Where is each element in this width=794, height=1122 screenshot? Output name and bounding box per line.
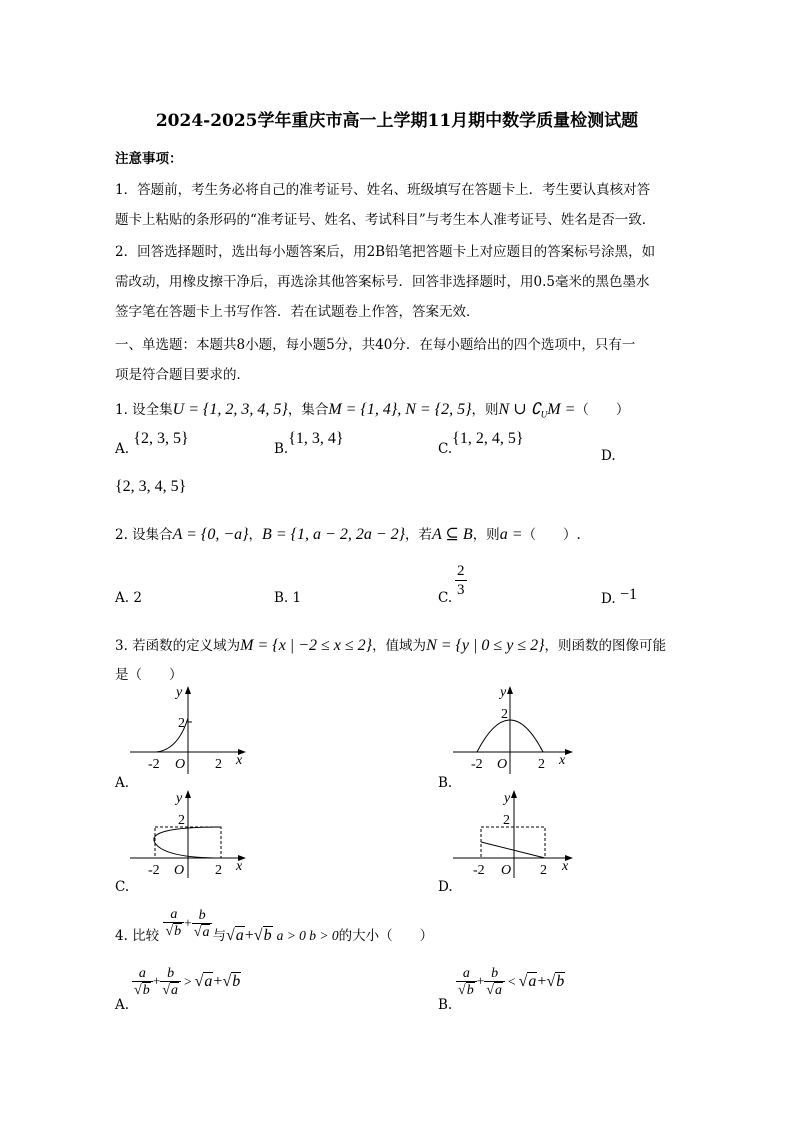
q3-a-tick-neg2: -2	[148, 757, 160, 772]
q1-option-b[interactable]	[274, 430, 344, 458]
q4-a-frac2-den: a	[171, 983, 178, 998]
q2-set-b: B = {1, a − 2, 2a − 2}	[262, 526, 406, 543]
q2-then: ，则	[472, 527, 500, 543]
q2-set-a: A = {0, −a}	[172, 526, 249, 543]
q3-a-x-label: x	[236, 753, 243, 768]
q1-option-a-value: {2, 3, 5}	[133, 430, 189, 447]
q4-b-frac1-den: b	[466, 983, 474, 998]
q3-a-y-tick: 2	[178, 716, 185, 731]
q3-domain: M = {x | −2 ≤ x ≤ 2}	[240, 637, 373, 654]
q3-c-x-label: x	[236, 859, 243, 874]
q1-then: ，则	[471, 402, 499, 418]
q4-frac1-den: b	[174, 924, 182, 939]
q2-paren: （ ）.	[522, 527, 581, 543]
q3-d-y-tick: 2	[503, 813, 510, 828]
q3-d-tick-neg2: -2	[473, 863, 485, 878]
q3-option-c-label[interactable]: C.	[115, 879, 130, 895]
q1-option-b-label: B.	[274, 441, 289, 457]
q4-a-plus2: +	[213, 972, 223, 990]
notice-heading: 注意事项：	[115, 151, 183, 167]
q3-graph-c[interactable]	[130, 788, 250, 880]
q2-option-b-value: 1	[292, 590, 302, 606]
q2-option-d-label: D.	[601, 591, 616, 607]
q3-option-a-label[interactable]: A.	[115, 775, 130, 791]
question-4: 4. 比较 $\frac{a}{√b}$ + $\frac{b}{√a}$ 与√a+√b a > 0 b > 0的大小（ ）	[115, 907, 434, 944]
q3-c-tick-neg2: -2	[148, 863, 160, 878]
q1-sets: M = {1, 4}, N = {2, 5}	[328, 401, 472, 418]
q1-option-c-value: {1, 2, 4, 5}	[452, 430, 524, 447]
q4-plus1: +	[184, 915, 192, 931]
q1-subscript: U	[540, 409, 548, 420]
q1-paren: （ ）	[575, 402, 630, 418]
q1-option-a[interactable]	[115, 430, 189, 458]
q4-b-sqrt-a: a	[528, 972, 537, 990]
q4-option-b: $\frac{a}{√b}$ + $\frac{b}{√a}$ < √a+√b	[458, 966, 565, 998]
q3-d-tick-2: 2	[540, 863, 547, 878]
notice-item2-line2: 需改动，用橡皮擦干净后，再选涂其他答案标号．回答非选择题时，用0.5毫米的黑色墨水	[115, 274, 650, 290]
q4-a-frac1-den: b	[142, 983, 150, 998]
q1-prefix: 1. 设全集	[115, 402, 173, 418]
q4-sqrt-a: a	[235, 926, 244, 944]
q3-c-origin: O	[174, 863, 185, 878]
page-title: 2024-2025学年重庆市高一上学期11月期中数学质量检测试题	[155, 111, 639, 131]
notice-item1-line1: 1．答题前，考生务必将自己的准考证号、姓名、班级填写在答题卡上．考生要认真核对答	[115, 182, 651, 198]
q3-graph-a[interactable]	[130, 684, 250, 776]
question-1	[115, 398, 629, 420]
q1-option-a-label: A.	[115, 441, 130, 457]
q4-plus2: +	[244, 926, 254, 944]
q2-option-b[interactable]	[274, 590, 301, 606]
q4-a-sqrt-b: b	[232, 972, 241, 990]
q2-comma: ，	[248, 527, 263, 543]
q4-a-sqrt-a: a	[204, 972, 213, 990]
q3-d-x-label: x	[562, 859, 569, 874]
q3-mid: ，值域为	[372, 638, 427, 654]
q2-option-c-denominator: 3	[457, 582, 465, 598]
q2-option-d-value: −1	[619, 586, 637, 603]
q3-a-y-label: y	[176, 685, 183, 700]
q2-if: ，若	[405, 527, 433, 543]
q3-b-y-label: y	[500, 685, 507, 700]
q4-a-plus1: +	[152, 973, 161, 989]
q3-c-tick-2: 2	[215, 863, 222, 878]
q4-with: 与	[212, 927, 226, 944]
q2-option-b-label: B.	[274, 590, 289, 606]
q4-prefix: 4. 比较	[115, 927, 160, 944]
notice-item1-line2: 题卡上粘贴的条形码的“准考证号、姓名、考试科目”与考生本人准考证号、姓名是否一致．	[115, 212, 656, 228]
q4-b-frac2-num: b	[484, 966, 505, 982]
q3-a-tick-2: 2	[215, 757, 222, 772]
q2-condition: A ⊆ B	[432, 526, 473, 543]
section1-line2: 项是符合题目要求的．	[115, 367, 250, 383]
q4-a-frac1-num: a	[132, 966, 153, 982]
q4-condition: a > 0 b > 0	[276, 927, 339, 943]
question-2	[115, 523, 581, 544]
q3-b-origin: O	[497, 757, 508, 772]
notice-item2-line1: 2．回答选择题时，选出每小题答案后，用2B铅笔把答题卡上对应题目的答案标号涂黑，如	[115, 244, 656, 260]
q4-b-plus2: +	[537, 972, 547, 990]
q2-option-c-numerator: 2	[457, 563, 465, 579]
q4-option-b-label[interactable]: B.	[438, 997, 453, 1013]
q3-c-y-label: y	[176, 791, 183, 806]
q4-frac2-num: b	[192, 908, 213, 924]
q4-a-frac2-num: b	[160, 966, 181, 982]
q1-expression: N ∪ ∁	[498, 401, 541, 418]
section1-line1: 一、单选题：本题共8小题，每小题5分，共40分．在每小题给出的四个选项中，只有一	[115, 337, 636, 353]
q1-option-d-label[interactable]: D.	[601, 448, 616, 464]
q1-universal-set: U = {1, 2, 3, 4, 5}	[172, 401, 288, 418]
q3-suffix: ，则函数的图像可能	[544, 638, 666, 654]
q3-b-tick-neg2: -2	[471, 757, 483, 772]
q2-option-c-label[interactable]: C.	[438, 590, 453, 606]
q2-option-c-fraction	[455, 562, 467, 599]
q3-c-y-tick: 2	[178, 813, 185, 828]
q1-expression-end: M =	[547, 401, 576, 418]
q2-option-a[interactable]	[115, 590, 142, 606]
q4-option-a: $\frac{a}{√b}$ + $\frac{b}{√a}$ > √a+√b	[134, 966, 241, 998]
q3-graph-b[interactable]	[453, 684, 578, 776]
q4-b-relation: <	[508, 973, 516, 989]
q3-d-origin: O	[501, 863, 512, 878]
q3-prefix: 3. 若函数的定义域为	[115, 638, 241, 654]
q2-option-a-label: A.	[115, 590, 130, 606]
q4-frac1-num: a	[163, 907, 184, 923]
q4-suffix: 的大小（ ）	[338, 927, 434, 944]
q3-graph-d[interactable]	[453, 788, 578, 880]
q3-b-tick-2: 2	[538, 757, 545, 772]
q2-option-a-value: 2	[133, 590, 142, 606]
question-3	[115, 634, 666, 655]
q4-b-frac1-num: a	[456, 966, 477, 982]
q4-option-a-label[interactable]: A.	[115, 997, 130, 1013]
q1-option-d-value	[115, 478, 186, 496]
q1-mid: ，集合	[287, 402, 329, 418]
q4-a-relation: >	[184, 973, 192, 989]
q3-option-d-label[interactable]: D.	[438, 879, 453, 895]
q1-option-c-label: C.	[438, 441, 453, 457]
q3-a-origin: O	[175, 757, 186, 772]
q4-sqrt-b: b	[263, 926, 272, 944]
q4-b-sqrt-b: b	[556, 972, 565, 990]
q4-frac2-den: a	[202, 925, 210, 940]
q3-d-y-label: y	[504, 791, 511, 806]
q4-b-frac2-den: a	[495, 983, 502, 998]
q2-prefix: 2. 设集合	[115, 527, 173, 543]
q3-b-y-tick: 2	[501, 707, 508, 722]
q2-option-d[interactable]	[601, 586, 637, 608]
q4-b-plus1: +	[476, 973, 485, 989]
q3-b-x-label: x	[559, 753, 566, 768]
q1-option-c[interactable]	[438, 430, 524, 458]
q3-option-b-label[interactable]: B.	[438, 775, 453, 791]
notice-item2-line3: 签字笔在答题卡上书写作答．若在试题卷上作答，答案无效．	[115, 304, 480, 320]
q1-option-d-text: {2, 3, 4, 5}	[115, 478, 187, 495]
q2-a: a =	[499, 526, 523, 543]
q3-range: N = {y | 0 ≤ y ≤ 2}	[426, 637, 545, 654]
q1-option-b-value: {1, 3, 4}	[288, 430, 344, 447]
q3-line2: 是（ ）	[115, 667, 183, 683]
